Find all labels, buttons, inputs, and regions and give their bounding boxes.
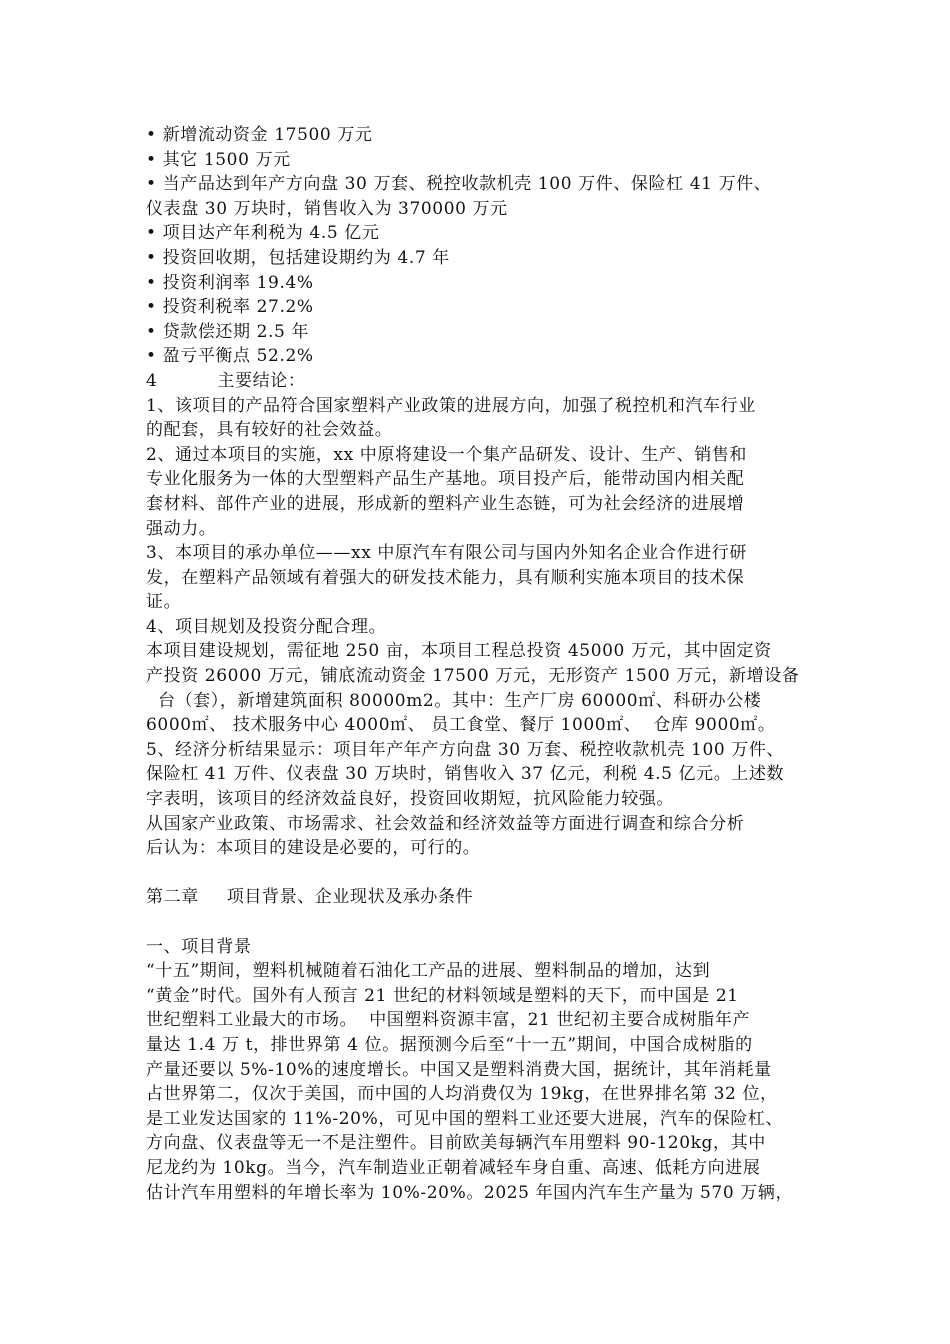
section-number: 4 <box>146 370 158 391</box>
text-line: “黄金”时代。国外有人预言 21 世纪的材料领域是塑料的天下，而中国是 21 <box>146 985 739 1006</box>
bullet-item: • 投资利税率 27.2% <box>146 297 314 318</box>
section-title: 主要结论： <box>217 370 306 391</box>
chapter-label: 第二章 <box>146 887 199 908</box>
bullet-item: • 项目达产年利税为 4.5 亿元 <box>146 223 380 244</box>
text-line: 方向盘、仪表盘等无一不是注塑件。目前欧美每辆汽车用塑料 90-120kg，其中 <box>146 1133 766 1154</box>
text-line: 的配套，具有较好的社会效益。 <box>146 420 393 441</box>
section-heading <box>146 369 826 394</box>
text-line: 3、本项目的承办单位——xx 中原汽车有限公司与国内外知名企业合作进行研 <box>146 543 747 564</box>
text-line: 套材料、部件产业的进展，形成新的塑料产业生态链，可为社会经济的进展增 <box>146 493 745 514</box>
bullet-item: • 其它 1500 万元 <box>146 149 291 170</box>
bullet-list <box>146 123 826 369</box>
text-line: 强动力。 <box>146 518 217 539</box>
text-line: 台（套），新增建筑面积 80000m2。其中：生产厂房 60000㎡、科研办公楼 <box>146 690 762 711</box>
bullet-item: • 当产品达到年产方向盘 30 万套、税控收款机壳 100 万件、保险杠 41 万件、 <box>146 174 772 195</box>
bullet-item: • 贷款偿还期 2.5 年 <box>146 321 310 342</box>
chapter-heading <box>146 885 826 910</box>
text-line: 从国家产业政策、市场需求、社会效益和经济效益等方面进行调查和综合分析 <box>146 813 745 834</box>
text-line: 4、项目规划及投资分配合理。 <box>146 616 387 637</box>
bullet-item-continuation: 仪表盘 30 万块时，销售收入为 370000 万元 <box>146 198 508 219</box>
text-line: 估计汽车用塑料的年增长率为 10%-20%。2025 年国内汽车生产量为 570 万辆， <box>146 1182 794 1203</box>
conclusions-body <box>146 394 826 861</box>
text-line: 量达 1.4 万 t，排世界第 4 位。据预测今后至“十一五”期间，中国合成树脂的 <box>146 1034 753 1055</box>
text-line: 产量还要以 5%-10%的速度增长。中国又是塑料消费大国，据统计，其年消耗量 <box>146 1059 772 1080</box>
text-line: 本项目建设规划，需征地 250 亩，本项目工程总投资 45000 万元，其中固定资 <box>146 641 772 662</box>
text-line: 证。 <box>146 592 182 613</box>
text-line: 2、通过本项目的实施，xx 中原将建设一个集产品研发、设计、生产、销售和 <box>146 444 747 465</box>
subsection-title: 一、项目背景 <box>146 936 252 957</box>
text-line: 6000㎡、 技术服务中心 4000㎡、 员工食堂、餐厅 1000㎡、 仓库 9000㎡。 <box>146 715 776 736</box>
bullet-item: • 投资回收期，包括建设期约为 4.7 年 <box>146 247 450 268</box>
text-line: 发，在塑料产品领域有着强大的研发技术能力，具有顺利实施本项目的技术保 <box>146 567 745 588</box>
bullet-item: • 新增流动资金 17500 万元 <box>146 125 373 145</box>
text-line: 尼龙约为 10kg。当今，汽车制造业正朝着减轻车身自重、高速、低耗方向进展 <box>146 1157 761 1178</box>
text-line: 是工业发达国家的 11%-20%，可见中国的塑料工业还要大进展，汽车的保险杠、 <box>146 1108 784 1129</box>
text-line: 保险杠 41 万件、仪表盘 30 万块时，销售收入 37 亿元，利税 4.5 亿元。上述数 <box>146 764 785 785</box>
text-line: “十五”期间，塑料机械随着石油化工产品的进展、塑料制品的增加，达到 <box>146 961 711 982</box>
text-line: 字表明，该项目的经济效益良好，投资回收期短，抗风险能力较强。 <box>146 789 674 810</box>
document-page <box>146 123 826 1205</box>
text-line: 产投资 26000 万元，铺底流动资金 17500 万元，无形资产 1500 万元，新增设备 <box>146 666 800 687</box>
chapter-title: 项目背景、企业现状及承办条件 <box>226 887 474 908</box>
bullet-item: • 投资利润率 19.4% <box>146 272 314 293</box>
text-line: 5、经济分析结果显示：项目年产年产方向盘 30 万套、税控收款机壳 100 万件、 <box>146 739 785 760</box>
bullet-item: • 盈亏平衡点 52.2% <box>146 346 314 367</box>
text-line: 专业化服务为一体的大型塑料产品生产基地。项目投产后，能带动国内相关配 <box>146 469 745 490</box>
background-body <box>146 959 826 1205</box>
text-line: 占世界第二，仅次于美国，而中国的人均消费仅为 19kg，在世界排名第 32 位， <box>146 1084 778 1105</box>
text-line: 1、该项目的产品符合国家塑料产业政策的进展方向，加强了税控机和汽车行业 <box>146 395 756 416</box>
text-line: 后认为：本项目的建设是必要的，可行的。 <box>146 838 481 859</box>
text-line: 世纪塑料工业最大的市场。 中国塑料资源丰富，21 世纪初主要合成树脂年产 <box>146 1010 751 1031</box>
